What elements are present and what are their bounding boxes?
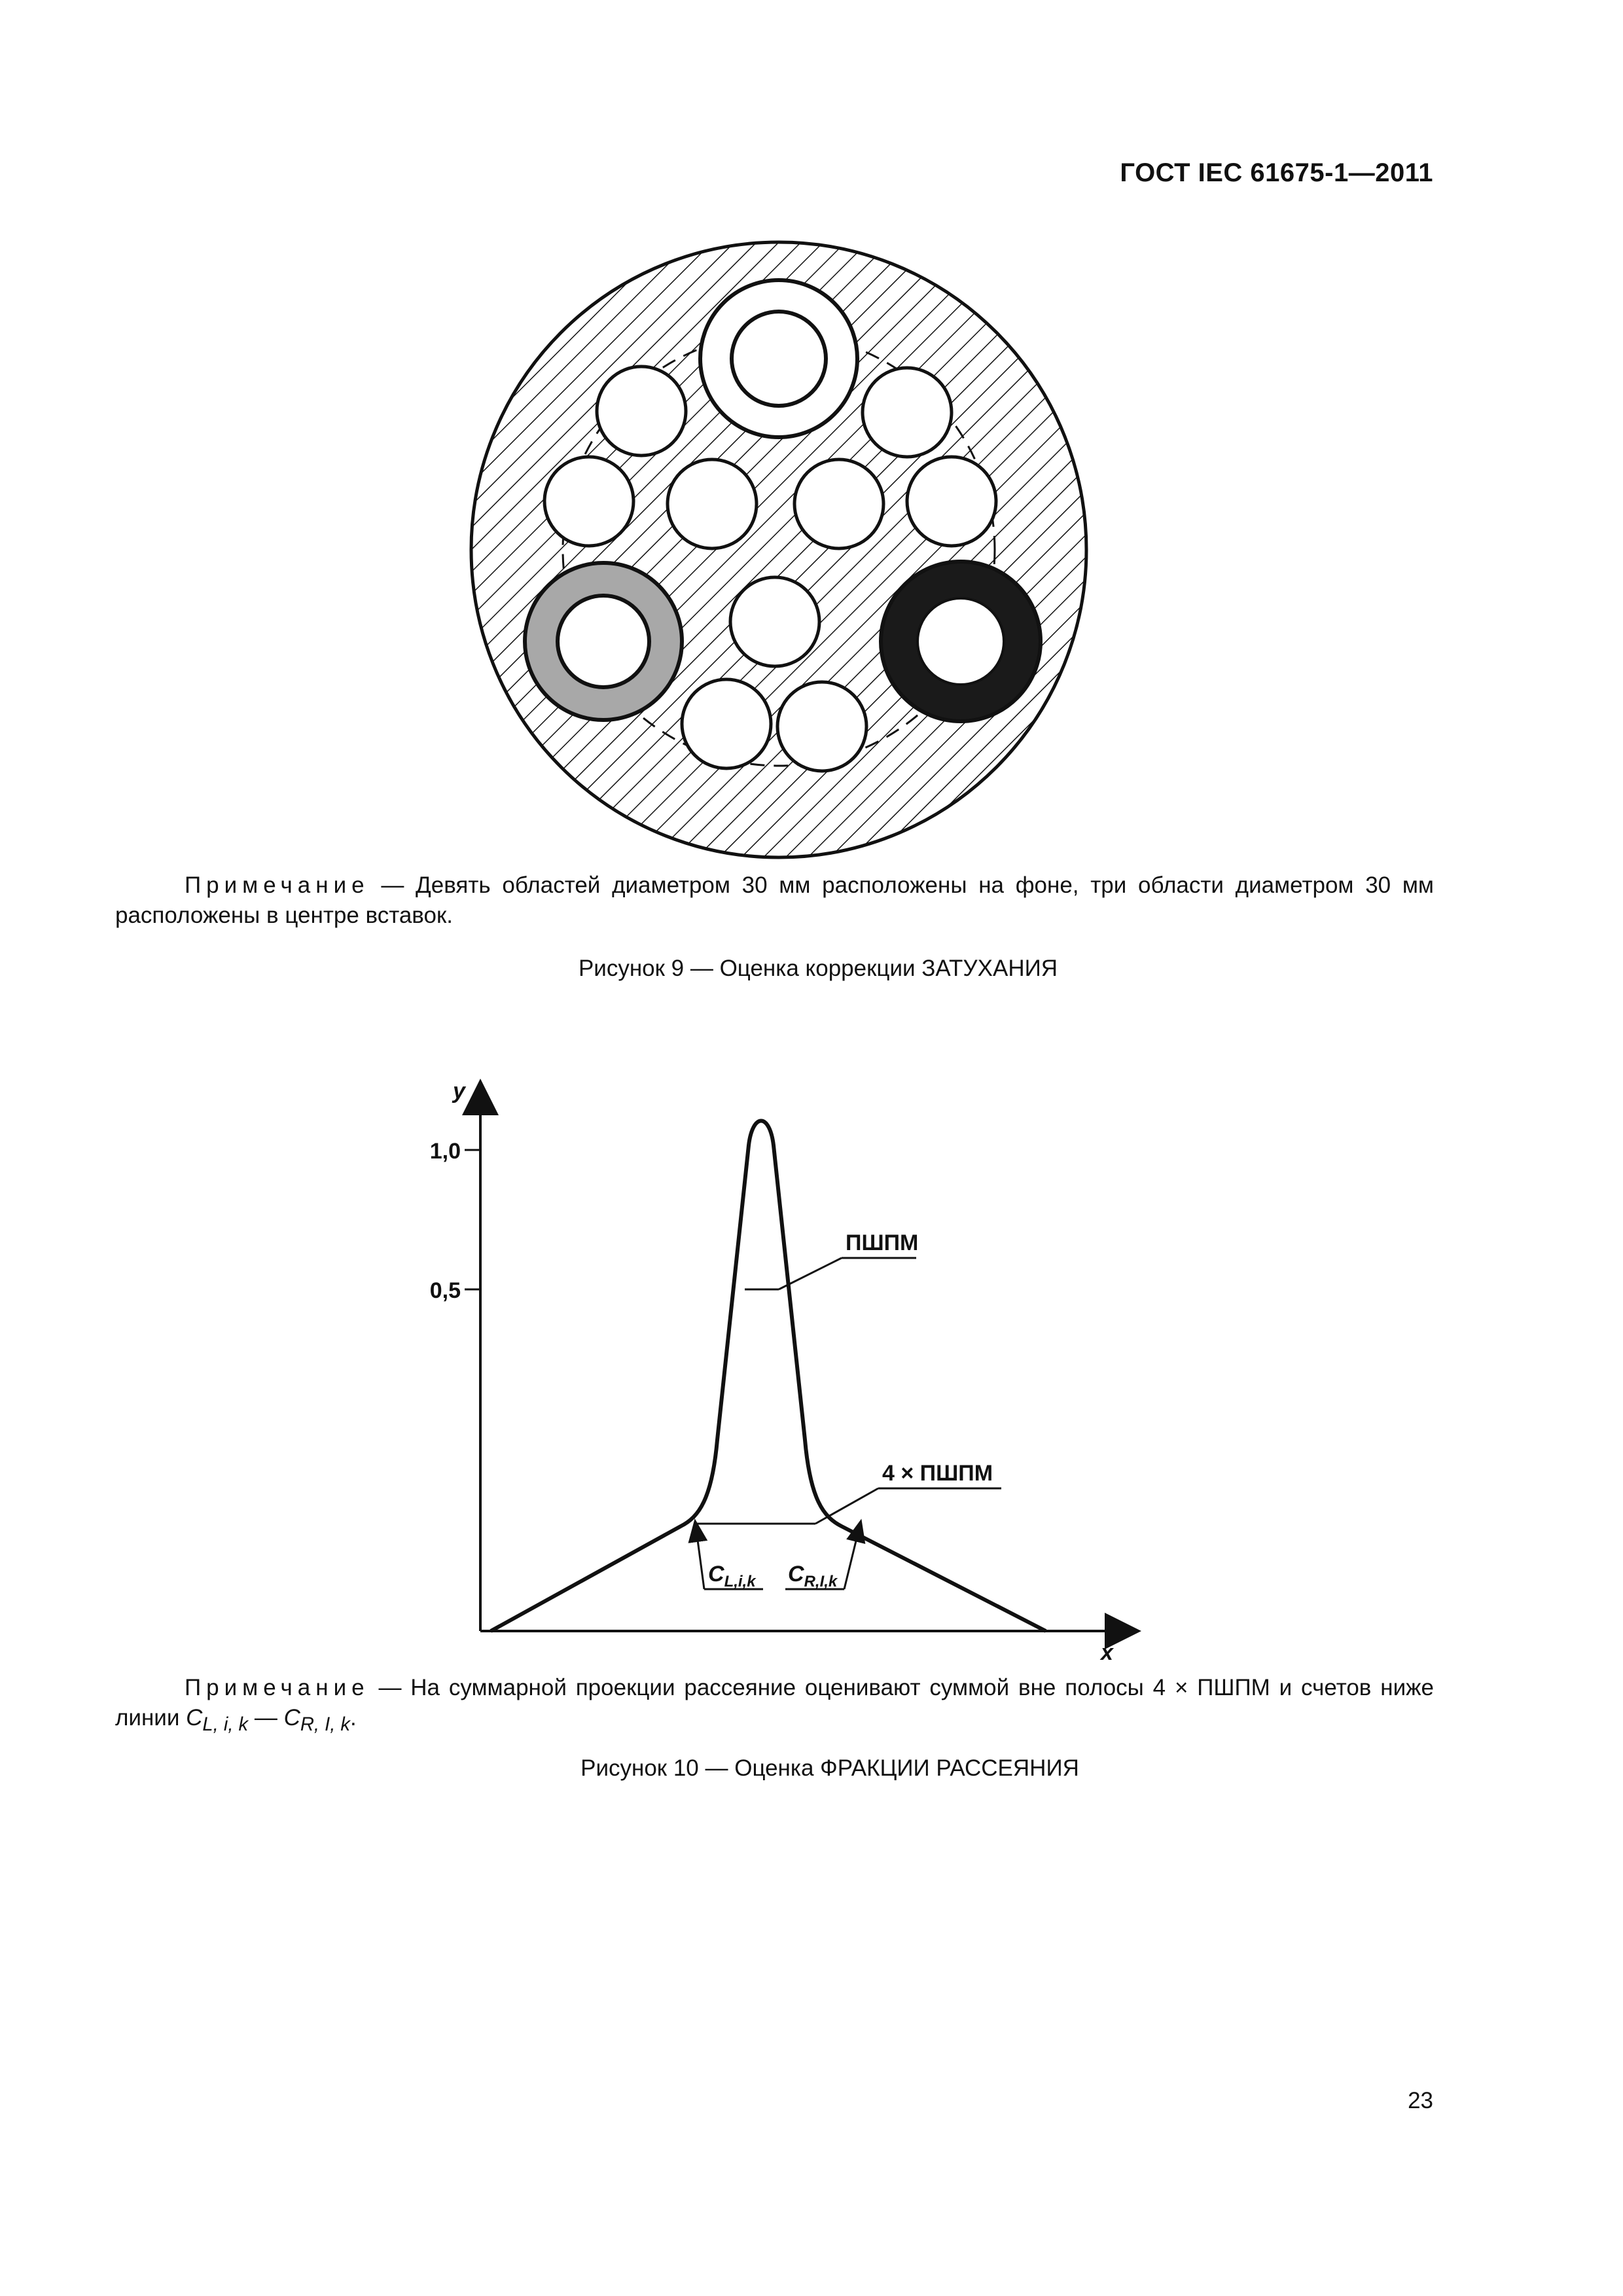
figure10-note (115, 1673, 1434, 1740)
cl-arrow (696, 1530, 704, 1589)
insert-black-region (918, 598, 1004, 685)
four-fwhm-leader (815, 1488, 878, 1524)
scatter-profile-figure (393, 1073, 1165, 1665)
note-dash: — (248, 1705, 284, 1731)
figure10-caption: Рисунок 10 — Оценка ФРАКЦИИ РАССЕЯНИЯ (580, 1755, 1079, 1781)
background-region (907, 457, 996, 546)
page-number: 23 (1408, 2088, 1433, 2113)
profile-curve (491, 1121, 1046, 1632)
background-region (863, 368, 952, 457)
note-label: Примечание (185, 872, 370, 898)
attenuation-phantom-figure (458, 229, 1099, 870)
note-text: — Девять областей диаметром 30 мм расположены на фоне, три области диаметром 30 мм расположены в центре вставок. (115, 872, 1434, 928)
cl-label: $C_{L,i,k}$ (708, 1562, 756, 1590)
background-region (682, 679, 771, 768)
cr-label: $C_{R,I,k}$ (788, 1562, 838, 1590)
insert-air-region (732, 312, 826, 406)
background-region (730, 577, 819, 666)
note-text: — На суммарной проекции рассеяние оценивают суммой вне полосы 4 × ПШПМ и счетов ниже линии (115, 1675, 1434, 1731)
note-label: Примечание (185, 1675, 370, 1700)
cr-arrow (844, 1530, 859, 1589)
y-tick-label: 1,0 (429, 1139, 461, 1164)
document-header: ГОСТ IEC 61675-1—2011 (1120, 158, 1433, 187)
figure9-note (115, 870, 1434, 931)
note-c2-sub: R, I, k (300, 1714, 350, 1735)
note-c1-sub: L, i, k (202, 1714, 249, 1735)
note-end: . (349, 1705, 357, 1731)
four-fwhm-label: 4 × ПШПМ (882, 1461, 993, 1486)
background-region (777, 682, 866, 771)
background-region (668, 459, 757, 548)
background-region (597, 367, 686, 456)
y-tick-label: 0,5 (429, 1278, 461, 1303)
x-axis-label: x (1101, 1640, 1113, 1665)
note-c1: C (186, 1705, 203, 1731)
note-c2: C (283, 1705, 300, 1731)
background-region (794, 459, 883, 548)
background-region (544, 457, 633, 546)
fwhm-label: ПШПМ (846, 1230, 919, 1255)
insert-gray-region (558, 596, 649, 687)
y-axis-label: y (453, 1079, 465, 1103)
figure9-caption: Рисунок 9 — Оценка коррекции ЗАТУХАНИЯ (578, 956, 1058, 981)
